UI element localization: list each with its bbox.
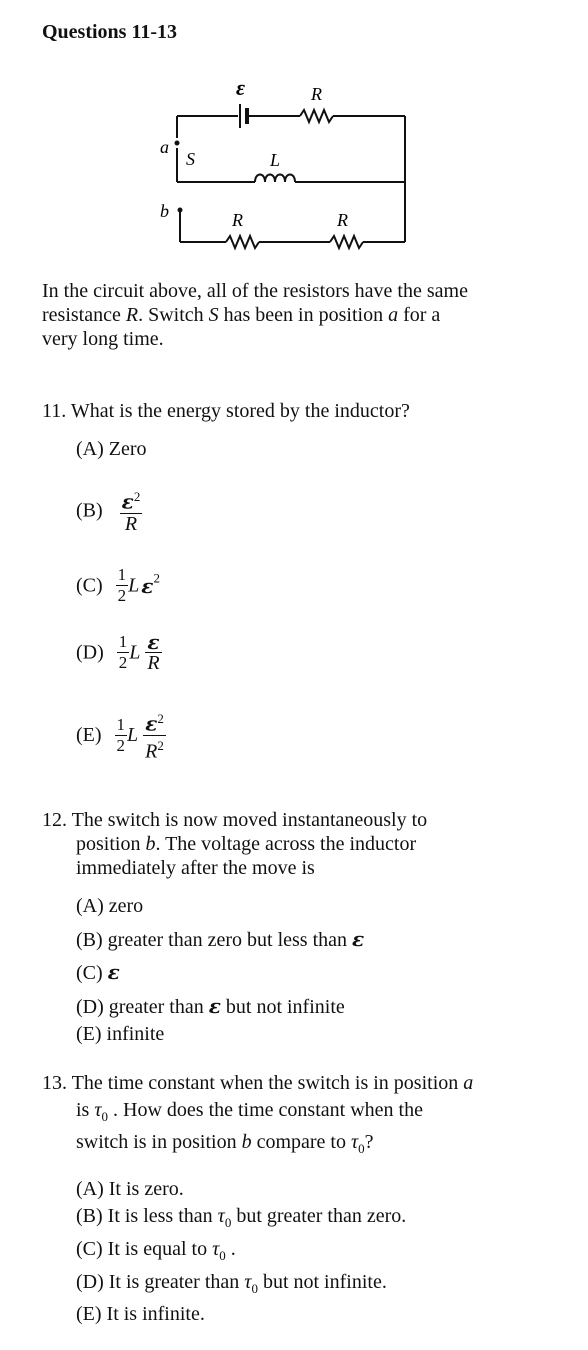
resistor-bottom-left-icon	[226, 236, 259, 248]
q11-option-d: (D) $\frac{1}{2}$ L $\frac{\varepsilon}{R}$	[76, 630, 160, 674]
page-heading: Questions 11-13	[42, 21, 178, 43]
emf-label: ε	[236, 75, 246, 100]
q12-option-c: (C) ε	[76, 960, 120, 984]
q13-option-c: (C) It is equal to $\tau_0$ .	[76, 1238, 236, 1263]
q13-option-a: (A) It is zero.	[76, 1178, 184, 1200]
q12-option-b: (B) greater than zero but less than ε	[76, 927, 365, 951]
resistor-top-label: R	[311, 84, 322, 104]
q12-stem-line-3: immediately after the move is	[76, 857, 315, 879]
circuit-diagram	[0, 0, 588, 270]
intro-line-3: very long time.	[42, 328, 164, 350]
q11-stem: 11. What is the energy stored by the inductor?	[42, 400, 410, 422]
q12-stem-line-2: position b. The voltage across the inductor	[76, 833, 417, 855]
q12-stem-line-1: 12. The switch is now moved instantaneously to	[42, 809, 428, 831]
position-a-label: a	[160, 137, 169, 157]
inductor-label: L	[270, 150, 281, 170]
resistor-bottom-left-label: R	[232, 210, 243, 230]
q13-option-b: (B) It is less than $\tau_0$ but greater than zero.	[76, 1205, 407, 1230]
q11-option-a: (A) Zero	[76, 438, 147, 460]
intro-line-1: In the circuit above, all of the resistors have the same	[42, 280, 468, 302]
q11-option-c: (C) $\frac{1}{2}$ L $\varepsilon^2$	[76, 565, 160, 605]
inductor-icon	[255, 175, 295, 183]
q13-option-e: (E) It is infinite.	[76, 1303, 205, 1325]
q12-option-d: (D) greater than ε but not infinite	[76, 994, 345, 1018]
q12-option-e: (E) infinite	[76, 1023, 165, 1045]
terminal-b-dot	[178, 208, 183, 213]
position-b-label: b	[160, 201, 169, 221]
switch-label: S	[186, 149, 195, 169]
q13-stem-line-3: switch is in position b compare to $\tau_0$?	[76, 1131, 374, 1156]
q12-option-a: (A) zero	[76, 895, 144, 917]
resistor-top-icon	[300, 110, 333, 122]
terminal-a-dot	[175, 141, 180, 146]
intro-line-2: resistance R. Switch S has been in position a for a	[42, 304, 441, 326]
q13-stem-line-2: is $\tau_0$ . How does the time constant when the	[76, 1099, 423, 1124]
q13-option-d: (D) It is greater than $\tau_0$ but not infinite.	[76, 1271, 387, 1296]
resistor-bottom-right-icon	[330, 236, 363, 248]
q13-stem-line-1: 13. The time constant when the switch is in position a	[42, 1072, 474, 1094]
q11-option-e: (E) $\frac{1}{2}$ L $\frac{\varepsilon^2}{R^2}$	[76, 711, 164, 763]
resistor-bottom-right-label: R	[337, 210, 348, 230]
q11-option-b: (B) $\frac{\varepsilon^2}{R}$	[76, 489, 141, 535]
